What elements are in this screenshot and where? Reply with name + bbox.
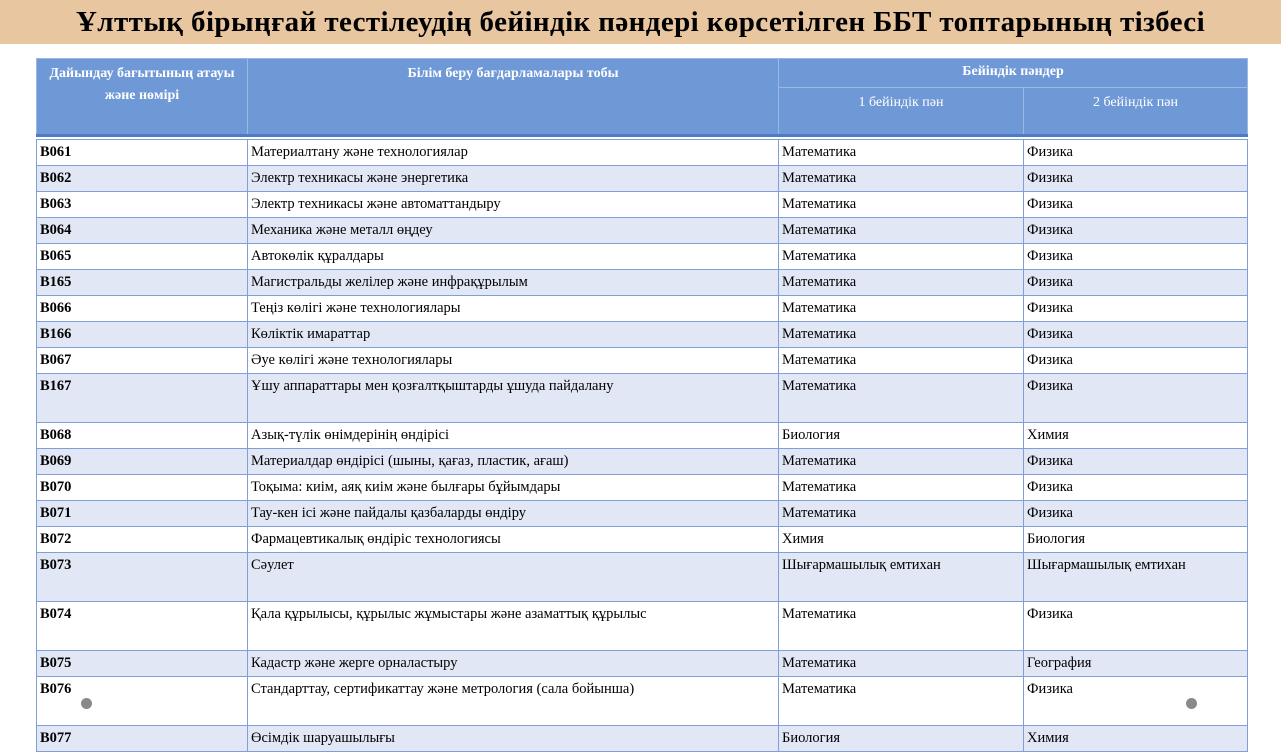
subject-1-cell: Математика (779, 296, 1024, 322)
subject-1-cell: Математика (779, 218, 1024, 244)
code-cell: B072 (37, 527, 248, 553)
table-row (37, 296, 1248, 322)
table-row (37, 192, 1248, 218)
subject-1-cell: Биология (779, 726, 1024, 752)
decorative-dot-left (81, 698, 92, 709)
code-cell: B069 (37, 449, 248, 475)
subject-1-cell: Математика (779, 501, 1024, 527)
program-cell: Тау-кен ісі және пайдалы қазбаларды өндіру (248, 501, 779, 527)
subject-1-cell: Математика (779, 374, 1024, 423)
code-cell: B076 (37, 677, 248, 726)
program-cell: Теңіз көлігі және технологиялары (248, 296, 779, 322)
table-row (37, 553, 1248, 602)
subject-1-cell: Математика (779, 322, 1024, 348)
header-subject-2: 2 бейіндік пән (1024, 88, 1248, 136)
code-cell: B061 (37, 140, 248, 166)
table-row (37, 348, 1248, 374)
code-cell: B167 (37, 374, 248, 423)
code-cell: B073 (37, 553, 248, 602)
subject-1-cell: Математика (779, 166, 1024, 192)
program-cell: Сәулет (248, 553, 779, 602)
program-cell: Әуе көлігі және технологиялары (248, 348, 779, 374)
code-cell: B064 (37, 218, 248, 244)
subject-2-cell: Химия (1024, 726, 1248, 752)
program-cell: Автокөлік құралдары (248, 244, 779, 270)
program-cell: Электр техникасы және энергетика (248, 166, 779, 192)
table-row (37, 527, 1248, 553)
program-cell: Магистральды желілер және инфрақұрылым (248, 270, 779, 296)
code-cell: B071 (37, 501, 248, 527)
table-row (37, 726, 1248, 752)
subject-1-cell: Математика (779, 475, 1024, 501)
code-cell: B070 (37, 475, 248, 501)
program-cell: Азық-түлік өнімдерінің өндірісі (248, 423, 779, 449)
code-cell: B067 (37, 348, 248, 374)
table-row (37, 651, 1248, 677)
subject-1-cell: Математика (779, 677, 1024, 726)
subject-2-cell: Физика (1024, 166, 1248, 192)
code-cell: B075 (37, 651, 248, 677)
program-cell: Электр техникасы және автоматтандыру (248, 192, 779, 218)
subject-1-cell: Химия (779, 527, 1024, 553)
program-cell: Механика және металл өңдеу (248, 218, 779, 244)
subject-2-cell: Физика (1024, 218, 1248, 244)
subject-2-cell: Физика (1024, 296, 1248, 322)
subject-1-cell: Математика (779, 244, 1024, 270)
table-body (37, 136, 1248, 752)
subject-2-cell: Физика (1024, 348, 1248, 374)
program-cell: Кадастр және жерге орналастыру (248, 651, 779, 677)
subject-2-cell: Физика (1024, 374, 1248, 423)
subjects-table (36, 58, 1248, 752)
program-cell: Өсімдік шаруашылығы (248, 726, 779, 752)
subject-2-cell: Физика (1024, 475, 1248, 501)
subject-2-cell: Биология (1024, 527, 1248, 553)
code-cell: B074 (37, 602, 248, 651)
code-cell: B062 (37, 166, 248, 192)
subject-2-cell: Физика (1024, 140, 1248, 166)
table-row (37, 423, 1248, 449)
subject-1-cell: Математика (779, 449, 1024, 475)
table-row (37, 218, 1248, 244)
table-row (37, 322, 1248, 348)
subject-1-cell: Математика (779, 651, 1024, 677)
header-profile-subjects: Бейіндік пәндер (779, 59, 1248, 88)
program-cell: Материалтану және технологиялар (248, 140, 779, 166)
table-row (37, 677, 1248, 726)
code-cell: B165 (37, 270, 248, 296)
program-cell: Фармацевтикалық өндіріс технологиясы (248, 527, 779, 553)
subject-2-cell: Физика (1024, 449, 1248, 475)
code-cell: B166 (37, 322, 248, 348)
program-cell: Қала құрылысы, құрылыс жұмыстары және азаматтық құрылыс (248, 602, 779, 651)
subject-1-cell: Математика (779, 192, 1024, 218)
subject-1-cell: Математика (779, 140, 1024, 166)
subject-2-cell: Физика (1024, 244, 1248, 270)
header-direction: Дайындау бағытының атауы және нөмірі (37, 59, 248, 136)
subject-2-cell: Химия (1024, 423, 1248, 449)
subject-1-cell: Математика (779, 270, 1024, 296)
header-program-group: Білім беру бағдарламалары тобы (248, 59, 779, 136)
code-cell: B065 (37, 244, 248, 270)
table-row (37, 270, 1248, 296)
table-row (37, 449, 1248, 475)
subject-2-cell: Шығармашылық емтихан (1024, 553, 1248, 602)
program-cell: Материалдар өндірісі (шыны, қағаз, пластик, ағаш) (248, 449, 779, 475)
subject-2-cell: Физика (1024, 322, 1248, 348)
header-subject-1: 1 бейіндік пән (779, 88, 1024, 136)
page-title: Ұлттық бірыңғай тестілеудің бейіндік пәндері көрсетілген ББТ топтарының тізбесі (75, 5, 1206, 38)
program-cell: Тоқыма: киім, аяқ киім және былғары бұйымдары (248, 475, 779, 501)
subject-2-cell: Физика (1024, 602, 1248, 651)
program-cell: Көліктік имараттар (248, 322, 779, 348)
subject-2-cell: Физика (1024, 501, 1248, 527)
code-cell: B063 (37, 192, 248, 218)
subject-2-cell: Физика (1024, 270, 1248, 296)
code-cell: B066 (37, 296, 248, 322)
subject-1-cell: Математика (779, 348, 1024, 374)
table-row (37, 140, 1248, 166)
subject-1-cell: Шығармашылық емтихан (779, 553, 1024, 602)
table-row (37, 374, 1248, 423)
table-row (37, 244, 1248, 270)
subject-2-cell: Физика (1024, 192, 1248, 218)
subject-1-cell: Математика (779, 602, 1024, 651)
program-cell: Ұшу аппараттары мен қозғалтқыштарды ұшуда пайдалану (248, 374, 779, 423)
table-row (37, 602, 1248, 651)
title-bar (0, 0, 1281, 44)
table-row (37, 475, 1248, 501)
subject-1-cell: Биология (779, 423, 1024, 449)
code-cell: B077 (37, 726, 248, 752)
subject-2-cell: География (1024, 651, 1248, 677)
code-cell: B068 (37, 423, 248, 449)
subject-2-cell: Физика (1024, 677, 1248, 726)
table-row (37, 166, 1248, 192)
table-row (37, 501, 1248, 527)
decorative-dot-right (1186, 698, 1197, 709)
program-cell: Стандарттау, сертификаттау және метрология (сала бойынша) (248, 677, 779, 726)
